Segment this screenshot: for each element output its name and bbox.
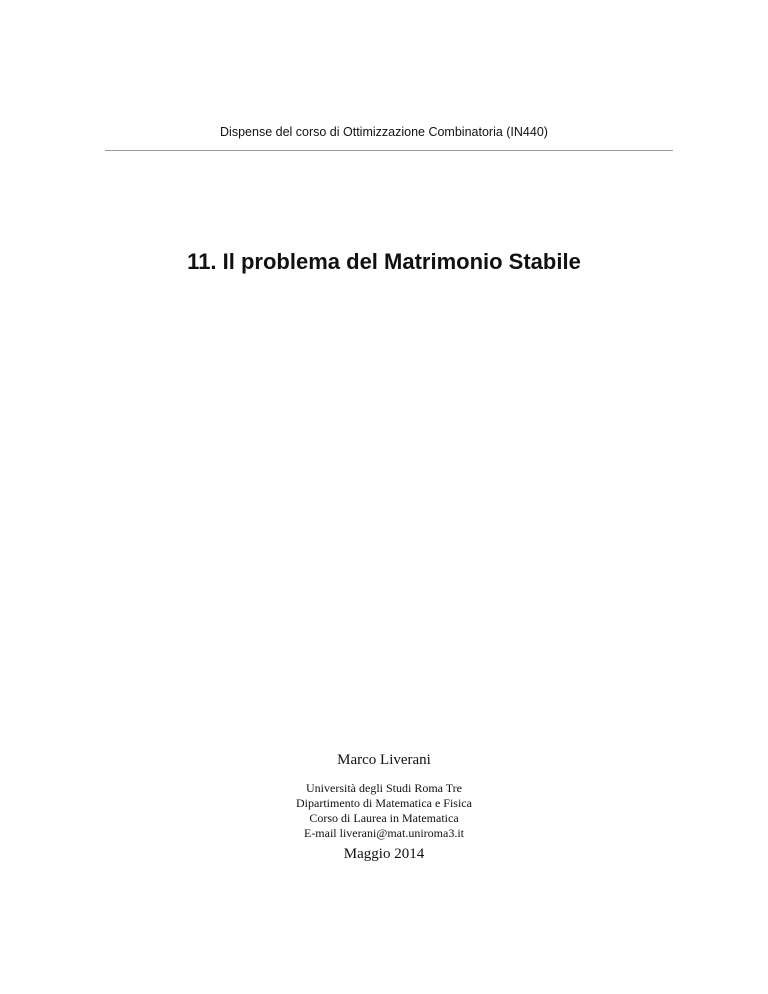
page-header: Dispense del corso di Ottimizzazione Combinatoria (IN440) — [220, 125, 548, 139]
department-line: Dipartimento di Matematica e Fisica — [296, 796, 472, 810]
author-affiliation — [0, 781, 768, 841]
course-line: Corso di Laurea in Matematica — [309, 811, 459, 825]
document-title: 11. Il problema del Matrimonio Stabile — [187, 249, 581, 274]
header-divider — [105, 150, 673, 151]
university-line: Università degli Studi Roma Tre — [306, 781, 462, 795]
author-name: Marco Liverani — [337, 752, 431, 768]
publication-date: Maggio 2014 — [343, 846, 425, 862]
email-line: E-mail liverani@mat.uniroma3.it — [303, 826, 464, 840]
